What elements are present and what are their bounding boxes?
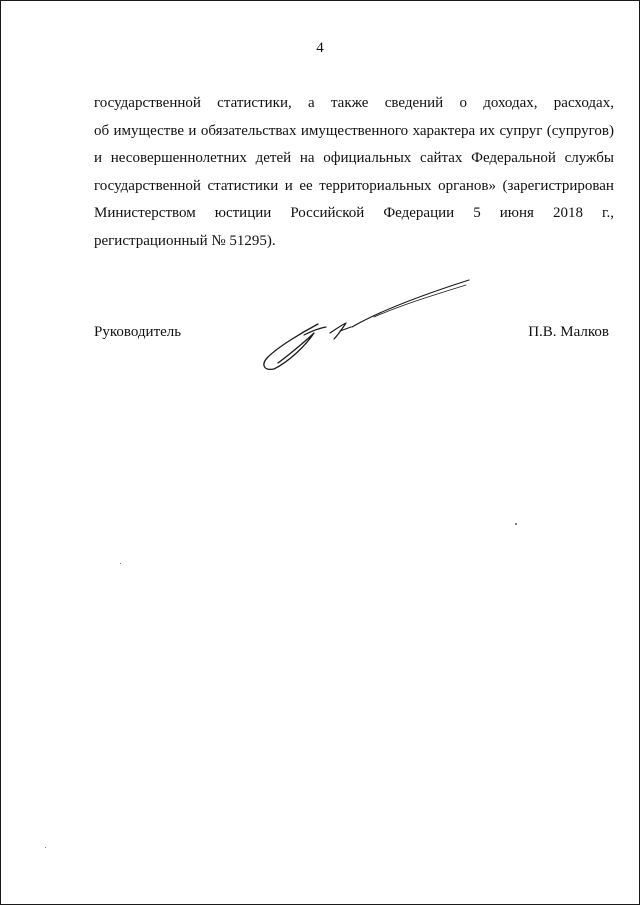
page-number: 4 <box>316 40 324 56</box>
handwritten-signature <box>256 273 481 378</box>
paragraph-line-5 <box>94 204 614 232</box>
word: службы <box>564 150 614 167</box>
paragraph-last-line-text: регистрационный № 51295). <box>94 232 276 249</box>
word: о <box>459 95 467 111</box>
word: (супругов) <box>546 122 614 139</box>
signer-name: П.В. Малков <box>528 324 609 340</box>
word: Федеральной <box>471 150 556 167</box>
word: органов» <box>438 177 497 194</box>
word: июня <box>499 205 534 222</box>
word: имуществе <box>113 122 184 139</box>
word: г., <box>602 205 614 222</box>
word: Федерации <box>383 205 455 222</box>
word: и <box>188 122 197 139</box>
word: доходах, <box>483 95 538 111</box>
word: характера <box>412 122 476 139</box>
scan-speck <box>515 523 517 525</box>
word: Министерством <box>94 205 196 222</box>
word: имущественного <box>300 122 409 139</box>
word: расходах, <box>553 95 614 111</box>
word: на <box>299 150 315 167</box>
word: (зарегистрирован <box>502 177 614 194</box>
word: официальных <box>323 150 412 167</box>
word: территориальных <box>319 177 432 194</box>
word: супруг <box>499 122 543 139</box>
word: юстиции <box>214 205 272 222</box>
word: статистики, <box>217 95 292 111</box>
paragraph-line-3 <box>94 149 614 177</box>
word: обязательствах <box>200 122 297 139</box>
word: сайтах <box>419 150 463 167</box>
word: детей <box>255 150 292 167</box>
word: об <box>94 122 110 139</box>
word: сведений <box>384 95 444 111</box>
paragraph-line-1 <box>94 94 614 122</box>
word: а <box>308 95 315 111</box>
word: государственной <box>94 177 201 194</box>
scan-speck <box>45 847 46 848</box>
word: 5 <box>473 205 481 222</box>
word: несовершеннолетних <box>110 150 247 167</box>
word: 2018 <box>552 205 583 222</box>
paragraph-line-6 <box>94 232 614 260</box>
body-paragraph <box>94 94 614 260</box>
word: и <box>284 177 293 194</box>
signer-position-title: Руководитель <box>94 324 182 340</box>
word: ее <box>299 177 313 194</box>
word: статистики <box>207 177 279 194</box>
word: их <box>479 122 496 139</box>
paragraph-line-4 <box>94 177 614 205</box>
word: и <box>94 150 103 167</box>
word: Российской <box>290 205 365 222</box>
paragraph-line-2 <box>94 122 614 150</box>
scan-speck <box>120 563 121 564</box>
word: государственной <box>94 95 201 111</box>
word: также <box>330 95 369 111</box>
